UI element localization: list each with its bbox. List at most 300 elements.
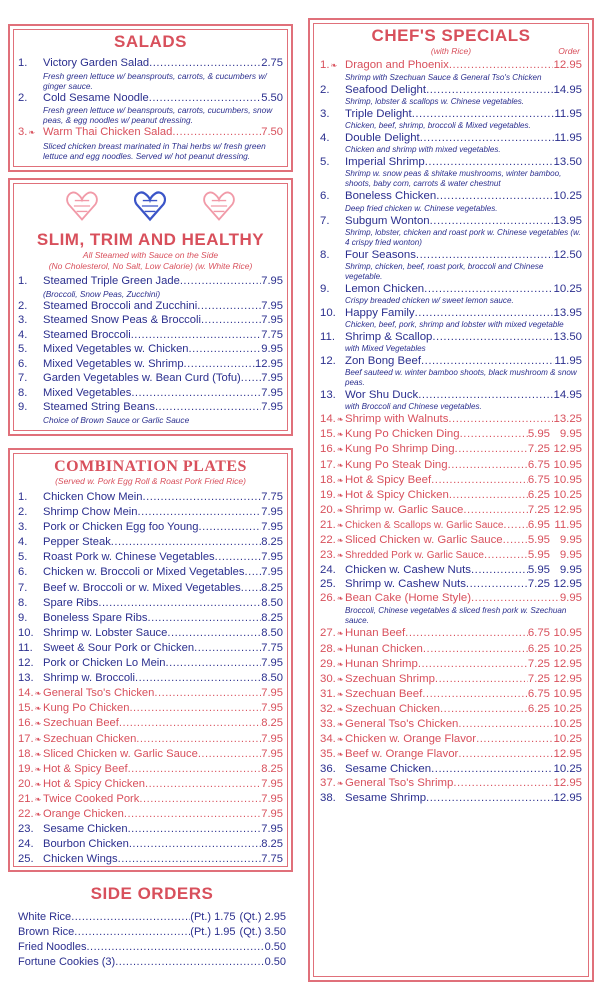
item-number: 16.❧ <box>18 717 42 730</box>
dot-leader <box>449 58 554 72</box>
item-name: Kung Po Steak Ding <box>345 458 448 471</box>
item-description: Deep fried chicken w. Chinese vegetables. <box>345 203 498 213</box>
menu-item <box>18 762 283 777</box>
pepper-icon: ❧ <box>34 689 42 699</box>
item-name: Chicken w. Orange Flavor <box>345 733 477 746</box>
item-name: Kung Po Chicken Ding <box>345 428 460 441</box>
item-number: 24. <box>18 838 34 851</box>
pepper-icon: ❧ <box>34 779 42 789</box>
item-name: Boneless Spare Ribs <box>43 611 148 624</box>
pepper-icon: ❧ <box>336 551 344 561</box>
item-price: 10.25 <box>553 190 582 203</box>
menu-item <box>18 701 283 716</box>
item-price: 7.95 <box>261 747 283 760</box>
item-number: 2. <box>18 299 28 312</box>
dot-leader <box>455 442 528 456</box>
menu-item <box>18 91 283 106</box>
item-name: Hot & Spicy Beef <box>345 473 432 486</box>
menu-item <box>320 563 582 577</box>
dot-leader <box>129 701 261 716</box>
slim-panel <box>8 178 293 436</box>
pint-price: 7.25 <box>527 578 550 591</box>
pepper-icon: ❧ <box>336 750 344 760</box>
item-name: Shredded Pork w. Garlic Sauce <box>345 550 484 562</box>
item-number: 3. <box>320 108 330 121</box>
item-price: 7.75 <box>261 853 283 866</box>
item-price: 11.95 <box>554 108 582 121</box>
dot-leader <box>136 732 261 747</box>
menu-item <box>320 488 582 503</box>
item-number: 3. <box>18 521 28 534</box>
dot-leader <box>139 792 261 807</box>
dot-leader <box>436 189 553 203</box>
item-price: 13.95 <box>553 306 582 319</box>
dot-leader <box>471 591 560 605</box>
pepper-icon: ❧ <box>336 674 344 684</box>
pint-price: 7.25 <box>527 657 550 670</box>
salads-title: SALADS <box>114 32 187 51</box>
item-number: 33.❧ <box>320 718 344 730</box>
dot-leader <box>412 107 555 121</box>
item-name: Steamed String Beans <box>43 401 155 413</box>
pint-price: 7.25 <box>527 443 550 456</box>
menu-item <box>320 548 582 563</box>
item-price: 8.25 <box>261 762 283 775</box>
item-price: 12.95 <box>553 792 582 805</box>
pint-price: (Pt.) 1.95 <box>190 926 236 938</box>
dot-leader <box>131 328 262 343</box>
item-name: White Rice <box>18 911 72 923</box>
pint-price: (Pt.) 1.75 <box>190 911 236 923</box>
item-name: Sweet & Sour Pork or Chicken <box>43 641 195 654</box>
dot-leader <box>138 505 262 520</box>
item-number: 28.❧ <box>320 642 344 655</box>
menu-item <box>320 776 582 791</box>
dot-leader <box>119 716 261 731</box>
item-number: 17.❧ <box>18 732 42 745</box>
item-price: 10.25 <box>553 733 582 746</box>
item-name: Szechuan Chicken <box>43 732 137 745</box>
chef-title: CHEF'S SPECIALS <box>371 26 531 45</box>
dot-leader <box>86 940 264 955</box>
item-price: 8.25 <box>261 838 283 851</box>
item-price: 8.50 <box>261 626 283 639</box>
menu-item <box>320 702 582 717</box>
dot-leader <box>449 488 528 502</box>
dot-leader <box>435 672 528 686</box>
item-name: Hunan Beef <box>345 627 406 640</box>
item-name: Cold Sesame Noodle <box>43 91 149 104</box>
dot-leader <box>149 91 262 106</box>
menu-item <box>18 274 283 289</box>
side-list <box>18 910 286 970</box>
menu-item <box>320 762 582 776</box>
dot-leader <box>484 548 528 562</box>
item-description: Chicken and shrimp with mixed vegetables. <box>345 145 501 155</box>
item-number: 1. <box>18 491 28 503</box>
item-number: 4. <box>320 132 330 145</box>
item-number: 6. <box>320 190 330 203</box>
menu-item <box>18 490 283 505</box>
item-description: Fresh green lettuce w/ beansprouts, carrots, & cucumbers w/ ginger sauce. <box>43 70 267 91</box>
dot-leader <box>426 791 553 805</box>
item-name: Shrimp Chow Mein <box>43 506 138 519</box>
item-description: Shrimp w. snow peas & shitake mushrooms, winter bamboo, shoots, baby corn, carrots & water chestnut <box>345 169 562 189</box>
item-number: 13. <box>320 389 336 402</box>
heart-icon <box>201 188 237 224</box>
item-name: Hot & Spicy Chicken <box>345 488 449 501</box>
item-price: 7.95 <box>261 506 283 519</box>
chef-list <box>320 58 582 806</box>
menu-item <box>18 686 283 701</box>
pepper-icon: ❧ <box>336 735 344 745</box>
item-price: 10.25 <box>553 763 582 776</box>
pepper-icon: ❧ <box>336 779 344 789</box>
menu-item <box>18 299 283 314</box>
menu-item <box>18 626 283 641</box>
menu-item <box>18 520 283 535</box>
item-description: Chicken, beef, shrimp, broccoli & Mixed vegetables. <box>345 121 531 131</box>
item-price: 9.95 <box>559 592 582 605</box>
item-price: 7.75 <box>261 641 283 654</box>
item-number: 25. <box>18 853 34 866</box>
item-number: 36. <box>320 763 336 776</box>
dot-leader <box>431 762 553 776</box>
item-number: 34.❧ <box>320 733 344 746</box>
item-price: 7.95 <box>261 521 283 534</box>
item-name: Double Delight <box>345 132 420 145</box>
item-name: Chicken w. Broccoli or Mixed Vegetables <box>43 566 245 579</box>
item-number: 2. <box>18 506 28 519</box>
item-name: Shrimp w. Garlic Sauce <box>345 503 464 516</box>
item-number: 9. <box>320 282 330 295</box>
menu-item <box>320 155 582 169</box>
item-price: 12.95 <box>553 59 582 71</box>
item-number: 7. <box>320 214 330 227</box>
chef-with-rice: (with Rice) <box>430 46 472 56</box>
dot-leader <box>128 762 262 777</box>
item-number: 11. <box>18 641 33 654</box>
item-number: 7. <box>18 372 28 384</box>
item-name: Sesame Chicken <box>43 823 128 836</box>
side-order-item <box>18 910 286 925</box>
menu-item <box>320 577 582 591</box>
item-number: 3.❧ <box>18 126 36 139</box>
side-orders-title: SIDE ORDERS <box>90 884 214 903</box>
dot-leader <box>197 299 261 314</box>
order-price: 12.95 <box>553 503 582 516</box>
item-number: 22.❧ <box>320 533 344 546</box>
item-description: Sliced chicken breast marinated in Thai herbs w/ fresh green lettuce and egg noodles. Served w/ hot peanut dressing. <box>43 140 266 161</box>
item-number: 9. <box>18 611 28 624</box>
item-name: Sesame Shrimp <box>345 792 427 805</box>
dot-leader <box>167 626 261 641</box>
dot-leader <box>180 274 261 289</box>
item-description: Chicken, beef, pork, shrimp and lobster with mixed vegetable <box>345 319 564 329</box>
order-price: 12.95 <box>553 443 582 456</box>
item-price: 11.95 <box>554 132 582 145</box>
dot-leader <box>466 577 528 591</box>
pepper-icon: ❧ <box>336 594 344 604</box>
item-number: 38. <box>320 792 336 805</box>
item-price: 8.50 <box>261 672 283 685</box>
menu-item <box>320 442 582 457</box>
dot-leader <box>155 400 261 415</box>
menu-item <box>18 656 283 671</box>
dot-leader <box>453 776 553 790</box>
item-name: Sliced Chicken w. Garlic Sauce <box>43 747 198 760</box>
item-number: 1. <box>18 57 28 69</box>
menu-item <box>320 791 582 805</box>
item-price: 14.95 <box>553 84 582 97</box>
item-price: 13.50 <box>553 330 582 343</box>
item-name: Beef w. Orange Flavor <box>345 748 459 761</box>
menu-item <box>18 641 283 656</box>
item-number: 11. <box>320 330 335 343</box>
item-name: Wor Shu Duck <box>345 389 419 402</box>
item-price: 7.95 <box>261 807 283 820</box>
item-price: 12.95 <box>553 748 582 761</box>
slim-subtitle-1: All Steamed with Sauce on the Side <box>82 250 219 260</box>
dot-leader <box>460 427 528 441</box>
menu-item <box>18 807 283 822</box>
item-number: 37.❧ <box>320 777 344 790</box>
order-price: 10.95 <box>553 473 582 486</box>
item-name: General Tso's Shrimp <box>345 777 454 790</box>
item-number: 21.❧ <box>320 518 344 531</box>
dot-leader <box>111 535 261 550</box>
item-name: Sesame Chicken <box>345 763 432 776</box>
item-number: 19.❧ <box>320 488 344 501</box>
item-number: 16.❧ <box>320 443 344 456</box>
dot-leader <box>145 777 261 792</box>
dot-leader <box>503 518 527 532</box>
item-name: Chicken & Scallops w. Garlic Sauce <box>345 519 504 531</box>
menu-item <box>320 282 582 296</box>
item-name: Shrimp & Scallop <box>345 330 433 343</box>
dot-leader <box>431 473 528 487</box>
order-price: 10.95 <box>553 458 582 471</box>
menu-item <box>18 357 283 372</box>
item-number: 27.❧ <box>320 627 344 640</box>
item-name: Chicken Wings <box>43 853 118 866</box>
slim-title: SLIM, TRIM AND HEALTHY <box>36 230 265 249</box>
menu-item <box>18 611 283 626</box>
item-name: Fortune Cookies (3) <box>18 956 116 968</box>
pint-price: 5.95 <box>527 564 550 577</box>
item-name: Hunan Shrimp <box>345 657 418 670</box>
item-number: 14.❧ <box>320 413 344 426</box>
order-price: 9.95 <box>559 533 582 546</box>
dot-leader <box>194 641 261 656</box>
item-number: 6. <box>18 566 28 579</box>
item-name: Szechuan Beef <box>345 687 423 700</box>
dot-leader <box>143 490 262 505</box>
item-number: 5. <box>320 156 330 169</box>
item-price: 13.95 <box>553 214 582 227</box>
item-price: 12.95 <box>255 357 283 370</box>
order-price: 12.95 <box>553 672 582 685</box>
item-number: 5. <box>18 551 28 564</box>
dot-leader <box>430 214 554 228</box>
order-price: 10.95 <box>553 627 582 640</box>
item-name: Happy Family <box>345 306 415 319</box>
menu-item <box>18 822 283 837</box>
pepper-icon: ❧ <box>34 704 42 714</box>
item-name: Imperial Shrimp <box>345 156 425 169</box>
menu-item <box>320 687 582 702</box>
dot-leader <box>199 520 262 535</box>
item-price: 7.95 <box>261 687 283 700</box>
pepper-icon: ❧ <box>34 749 42 759</box>
dot-leader <box>115 955 264 970</box>
item-name: Twice Cooked Pork <box>43 792 140 805</box>
item-price: 7.95 <box>261 732 283 745</box>
dot-leader <box>184 357 255 372</box>
menu-item <box>320 427 582 442</box>
dot-leader <box>124 807 261 822</box>
item-name: Boneless Chicken <box>345 190 437 203</box>
dot-leader <box>172 125 261 140</box>
dot-leader <box>149 56 261 71</box>
order-price: 9.95 <box>559 564 582 577</box>
item-number: 20.❧ <box>18 777 42 790</box>
item-description: Shrimp with Szechuan Sauce & General Tso's Chicken <box>345 73 542 83</box>
pint-price: 6.75 <box>527 687 550 700</box>
slim-subtitle-2: (No Cholesterol, No Salt, Low Calorie) (w. White Rice) <box>48 261 253 271</box>
item-price: 7.95 <box>261 702 283 715</box>
dot-leader <box>463 503 527 517</box>
menu-item <box>320 657 582 672</box>
pint-price: 7.25 <box>527 672 550 685</box>
item-number: 10. <box>320 306 336 319</box>
quart-price: (Qt.) 3.50 <box>239 926 286 938</box>
dot-leader <box>128 822 262 837</box>
dot-leader <box>98 596 261 611</box>
item-price: 0.50 <box>264 956 286 968</box>
dot-leader <box>440 702 528 716</box>
dot-leader <box>135 671 261 686</box>
pint-price: 6.75 <box>527 458 550 471</box>
item-number: 21.❧ <box>18 792 42 805</box>
menu-item <box>320 388 582 402</box>
pepper-icon: ❧ <box>336 629 344 639</box>
pepper-icon: ❧ <box>330 61 338 70</box>
item-price: 7.95 <box>261 551 283 564</box>
item-name: Mixed Vegetables <box>43 386 132 399</box>
pepper-icon: ❧ <box>336 475 344 485</box>
pint-price: 6.25 <box>527 488 550 501</box>
item-name: Hot & Spicy Chicken <box>43 777 145 790</box>
item-number: 8. <box>18 386 28 399</box>
item-price: 14.95 <box>553 389 582 402</box>
dot-leader <box>244 565 261 580</box>
item-number: 13. <box>18 672 34 685</box>
menu-item <box>18 581 283 596</box>
chef-order-label: Order <box>558 46 580 56</box>
pepper-icon: ❧ <box>336 720 344 729</box>
item-number: 3. <box>18 314 28 326</box>
item-price: 11.95 <box>554 355 582 368</box>
item-number: 20.❧ <box>320 503 344 516</box>
item-name: Pork or Chicken Egg foo Young <box>43 521 199 534</box>
item-name: Warm Thai Chicken Salad <box>43 126 173 139</box>
pepper-icon: ❧ <box>336 535 344 545</box>
menu-item <box>18 386 283 401</box>
item-number: 1. <box>18 275 28 287</box>
side-order-item <box>18 955 286 970</box>
item-number: 5. <box>18 343 28 355</box>
hearts-row <box>18 188 283 228</box>
dot-leader <box>166 656 262 671</box>
menu-item <box>320 533 582 548</box>
menu-item <box>320 591 582 606</box>
item-name: Triple Delight <box>345 108 412 121</box>
item-number: 18.❧ <box>18 747 42 760</box>
item-price: 7.95 <box>261 792 283 805</box>
dot-leader <box>415 306 554 320</box>
menu-item <box>18 565 283 580</box>
chef-panel <box>308 18 594 982</box>
item-name: Four Seasons <box>345 248 416 261</box>
item-description: (Broccoli, Snow Peas, Zucchini) <box>43 288 161 299</box>
order-price: 10.25 <box>553 642 582 655</box>
item-price: 13.50 <box>553 156 582 169</box>
menu-item <box>320 747 582 762</box>
dot-leader <box>71 910 190 925</box>
menu-item <box>18 671 283 686</box>
item-number: 12. <box>18 657 34 670</box>
item-price: 13.25 <box>553 413 582 426</box>
item-description: Crispy breaded chicken w/ sweet lemon sauce. <box>345 295 514 305</box>
item-number: 25. <box>320 578 336 591</box>
dot-leader <box>471 563 528 577</box>
dot-leader <box>458 717 553 731</box>
dot-leader <box>198 747 261 762</box>
menu-item <box>320 330 582 344</box>
menu-item <box>320 672 582 687</box>
menu-item <box>18 747 283 762</box>
item-number: 19.❧ <box>18 762 42 775</box>
item-price: 8.25 <box>261 611 283 624</box>
item-number: 2. <box>18 91 28 104</box>
item-number: 32.❧ <box>320 702 344 715</box>
item-name: Victory Garden Salad <box>43 57 150 69</box>
side-order-item <box>18 925 286 940</box>
item-description: Choice of Brown Sauce or Garlic Sauce <box>43 414 190 425</box>
dot-leader <box>424 282 553 296</box>
item-price: 10.25 <box>553 282 582 295</box>
item-price: 7.75 <box>261 328 283 341</box>
item-number: 7. <box>18 581 28 594</box>
dot-leader <box>147 611 261 626</box>
item-name: Hot & Spicy Beef <box>43 762 128 775</box>
item-price: 7.95 <box>261 401 283 413</box>
item-price: 7.95 <box>261 275 283 287</box>
order-price: 9.95 <box>559 428 582 441</box>
item-price: 8.25 <box>261 536 283 549</box>
item-description: Shrimp, lobster & scallops w. Chinese vegetables. <box>345 97 525 107</box>
item-name: Mixed Vegetables w. Chicken <box>43 343 189 355</box>
dot-leader <box>118 852 262 867</box>
item-name: Spare Ribs <box>43 596 99 609</box>
order-price: 12.95 <box>553 657 582 670</box>
item-price: 7.75 <box>261 491 283 503</box>
dot-leader <box>448 458 528 472</box>
item-description: Beef sauteed w. winter bamboo shoots, black mushroom & snow peas. <box>345 368 577 388</box>
pint-price: 6.95 <box>527 518 550 531</box>
heart-icon <box>64 188 100 224</box>
